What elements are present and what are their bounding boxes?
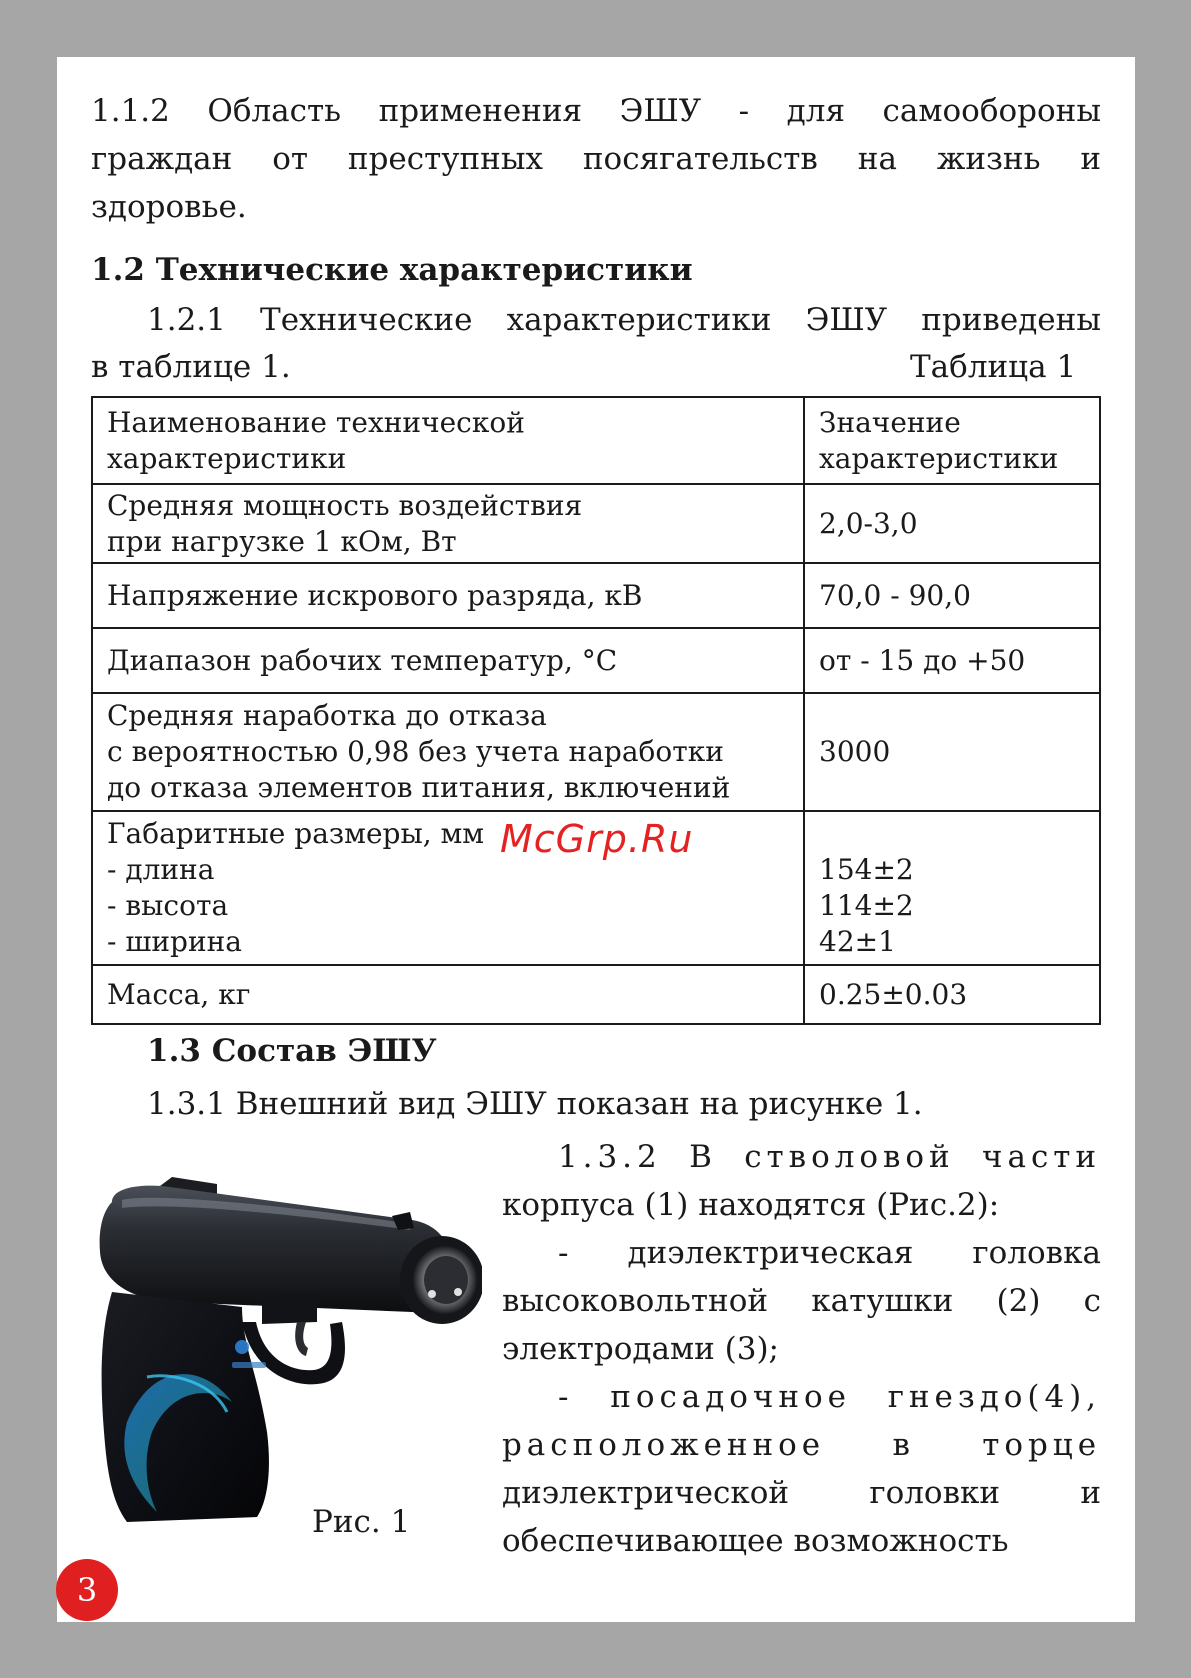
row-name-line: с вероятностью 0,98 без учета наработки: [107, 735, 724, 768]
row-name-cell: [92, 811, 804, 965]
row-name-line: при нагрузке 1 кОм, Вт: [107, 524, 457, 558]
page-number-badge: 3: [56, 1559, 118, 1621]
table-row: [92, 484, 1100, 563]
table-row: [92, 693, 1100, 811]
para-132-line: корпуса (1) находятся (Рис.2):: [502, 1187, 1000, 1223]
row-value-line: [819, 816, 1085, 852]
row-value-cell: [804, 811, 1100, 965]
row-name-line: Диапазон рабочих температур, °С: [107, 643, 618, 677]
row-value-line: 154±2: [819, 853, 914, 886]
row-value-line: 70,0 - 90,0: [819, 578, 971, 612]
header-name-cell: [92, 397, 804, 484]
row-value-line: 3000: [819, 735, 891, 768]
row-name-line: Напряжение искрового разряда, кВ: [107, 578, 643, 612]
row-name-line: Средняя наработка до отказа: [107, 699, 547, 732]
table-row: [92, 965, 1100, 1024]
para-132-line: электродами (3);: [502, 1331, 779, 1367]
para-132-line: обеспечивающее возможность: [502, 1523, 1009, 1559]
section-heading-13: 1.3 Состав ЭШУ: [147, 1033, 437, 1069]
watermark-text: McGrp.Ru: [500, 817, 694, 861]
row-name-cell: [92, 965, 804, 1024]
para-121-line1: 1.2.1 Технические характеристики ЭШУ приведены: [147, 302, 1101, 338]
table-header-row: [92, 397, 1100, 484]
header-name-line: Наименование технической: [107, 405, 525, 439]
row-name-cell: [92, 628, 804, 693]
para-132-line: расположенное в торце: [502, 1427, 1101, 1463]
row-value-line: 2,0-3,0: [819, 506, 918, 540]
figure-caption: Рис. 1: [312, 1504, 411, 1540]
para-112-line1: 1.1.2 Область применения ЭШУ - для самообороны: [91, 93, 1101, 129]
section-heading-12: 1.2 Технические характеристики: [91, 252, 693, 288]
row-name-cell: [92, 484, 804, 563]
para-112-line3: здоровье.: [91, 189, 247, 225]
para-112-line2: граждан от преступных посягательств на жизнь и: [91, 141, 1101, 177]
row-value-line: 42±1: [819, 925, 896, 958]
row-name-line: Габаритные размеры, мм: [107, 817, 485, 850]
row-name-line: - высота: [107, 889, 229, 922]
row-name-cell: [92, 693, 804, 811]
row-name-line: Масса, кг: [107, 977, 251, 1011]
row-name-cell: [92, 563, 804, 628]
para-132-line: диэлектрической головки и: [502, 1475, 1101, 1511]
row-name-line: - длина: [107, 853, 215, 886]
header-value-line: Значение: [819, 405, 961, 439]
row-name-line: до отказа элементов питания, включений: [107, 771, 731, 804]
para-132-line: высоковольтной катушки (2) с: [502, 1283, 1101, 1319]
para-132-line: - посадочное гнездо(4),: [558, 1379, 1101, 1415]
header-name-line: характеристики: [107, 441, 347, 475]
specs-table: [91, 396, 1101, 1025]
row-value-line: 114±2: [819, 889, 914, 922]
para-121-line2: в таблице 1.: [91, 349, 291, 385]
row-value-cell: [804, 484, 1100, 563]
device-image: [92, 1172, 482, 1532]
table-caption: Таблица 1: [910, 349, 1077, 385]
table-row: [92, 628, 1100, 693]
row-value-line: 0.25±0.03: [819, 977, 968, 1011]
header-value-cell: [804, 397, 1100, 484]
para-132-line: 1.3.2 В стволовой части: [558, 1139, 1101, 1175]
row-value-cell: [804, 563, 1100, 628]
row-value-cell: [804, 965, 1100, 1024]
para-132-line: - диэлектрическая головка: [558, 1235, 1101, 1271]
row-value-cell: [804, 628, 1100, 693]
row-name-line: - ширина: [107, 925, 242, 958]
row-value-line: от - 15 до +50: [819, 643, 1026, 677]
row-name-line: Средняя мощность воздействия: [107, 488, 583, 522]
row-value-cell: [804, 693, 1100, 811]
para-131: 1.3.1 Внешний вид ЭШУ показан на рисунке 1.: [147, 1086, 923, 1122]
header-value-line: характеристики: [819, 441, 1059, 475]
table-row: [92, 563, 1100, 628]
